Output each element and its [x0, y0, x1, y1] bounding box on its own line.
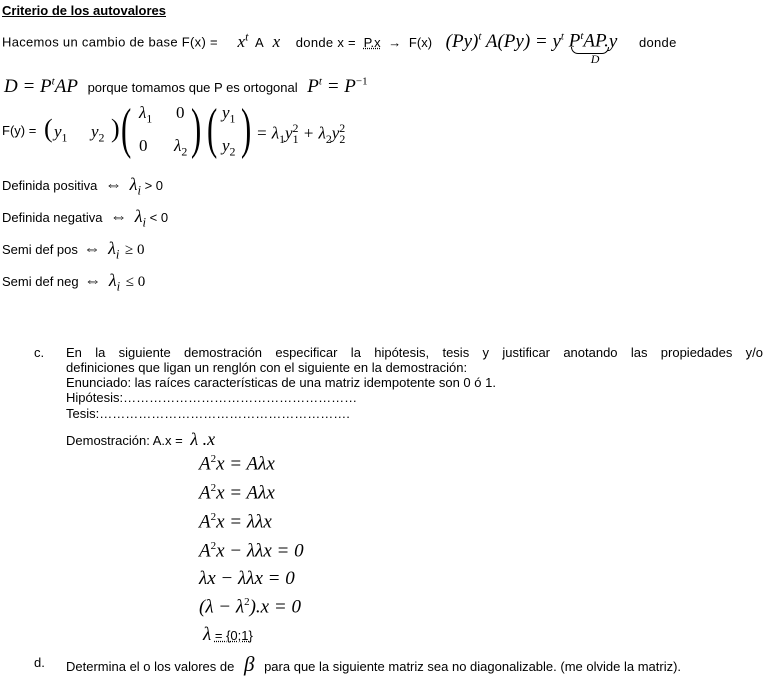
underbrace-d: D [590, 52, 600, 67]
criterion-row [2, 174, 163, 199]
criterion-label: Definida positiva [2, 178, 98, 193]
fy-label: F(y) = [2, 123, 37, 138]
arrow-icon: → [388, 34, 402, 50]
matrix-zero-21: 0 [139, 136, 148, 155]
section-title: Criterio de los autovalores [2, 3, 166, 18]
row-vector-close-paren: ) [111, 114, 120, 143]
proof-last-line [203, 624, 253, 647]
item-c-line2: definiciones que ligan un renglón con el siguiente en la demostración: [66, 360, 468, 375]
iff-icon: ⇔ [105, 175, 123, 194]
proof-solution-set: = {0;1} [214, 628, 253, 643]
criterion-condition: < 0 [149, 210, 169, 225]
donde-label-2: donde [638, 34, 677, 50]
change-of-basis-text: Hacemos un cambio de base F(x) = [2, 34, 218, 50]
matrix-lambda2: $\lambda_2$ [174, 136, 188, 159]
quadratic-result: = $\lambda_1y_1^2 + \lambda_2y_2^2$ [256, 121, 346, 147]
col-y1: $y_1$ [222, 103, 236, 126]
row-vector-open-paren: ( [44, 114, 53, 143]
col-vector-open-paren: ( [207, 98, 218, 160]
item-d-marker: d. [34, 655, 45, 670]
proof-lambda: λ [203, 624, 212, 645]
demo-lambda-x: λ .x [190, 429, 216, 449]
lambda-i: $\lambda_i$ [108, 238, 120, 262]
donde-label: donde x = [295, 34, 356, 50]
criterion-label: Semi def neg [2, 274, 79, 289]
matrix-open-paren: ( [121, 98, 132, 160]
col-y2: $y_2$ [222, 136, 236, 159]
lambda-i: $\lambda_i$ [108, 270, 121, 294]
hipotesis-field: Hipótesis:……………………………………………… [66, 390, 358, 405]
lambda-i: $\lambda_i$ [134, 206, 147, 230]
item-c-marker: c. [34, 345, 45, 360]
fx-label: F(x) [408, 34, 433, 50]
matrix-zero-12: 0 [176, 103, 185, 122]
proof-line: λx − λλx = 0 [199, 568, 295, 589]
matrix-close-paren: ) [191, 98, 202, 160]
x-transpose: $x^t$ [237, 29, 249, 51]
row-y1: $y_1$ [54, 122, 68, 145]
d-equation: $D = P^tAP$ [4, 76, 78, 98]
criterion-label: Definida negativa [2, 210, 103, 225]
orthogonal-equation: $P^t = P^{-1}$ [307, 76, 368, 98]
proof-line: $(\lambda - \lambda^2).x = 0$ [199, 596, 301, 618]
proof-line: $A^2x - \lambda\lambda x = 0$ [199, 540, 304, 562]
demostracion-label: Demostración: A.x = [66, 433, 183, 448]
diagonal-definition-line [4, 76, 368, 99]
criterion-condition: ≥ 0 [125, 242, 145, 258]
item-d-text1: Determina el o los valores de [66, 659, 235, 674]
tesis-field: Tesis:…………………………………………………. [66, 406, 350, 421]
quadratic-form-expr: $(Py)^t$ $A(Py) = y^t$ $P^tAP$. D y [445, 30, 618, 67]
criterion-row [2, 206, 168, 231]
row-y2: $y_2$ [91, 122, 105, 145]
col-vector-close-paren: ) [241, 98, 252, 160]
criterion-condition: ≤ 0 [125, 274, 146, 290]
enunciado-text: Enunciado: las raíces características de una matriz idempotente son 0 ó 1. [66, 375, 496, 390]
beta-symbol: β [243, 652, 255, 676]
proof-line: $A^2x = A\lambda x$ [199, 453, 275, 475]
iff-icon: ⇔ [84, 271, 102, 290]
iff-icon: ⇔ [110, 207, 128, 226]
lambda-i: $\lambda_i$ [129, 174, 141, 198]
orthogonal-note: porque tomamos que P es ortogonal [87, 80, 298, 96]
criterion-label: Semi def pos [2, 242, 78, 257]
matrix-lambda1: $\lambda_1$ [139, 103, 153, 126]
item-d-line [66, 652, 681, 677]
criterion-condition: > 0 [144, 178, 163, 193]
criterion-row [2, 238, 145, 263]
matrix-a: A [255, 34, 263, 50]
proof-line: $A^2x = \lambda\lambda x$ [199, 511, 272, 533]
item-c-line1: En la siguiente demostración especificar la hipótesis, tesis y justificar anotando las propiedades y/o [66, 345, 763, 360]
x-vector: x [272, 31, 281, 51]
iff-icon: ⇔ [83, 239, 101, 258]
change-of-basis-line [2, 29, 677, 67]
demostracion-line [66, 429, 215, 451]
item-d-text2: para que la siguiente matriz sea no diagonalizable. (me olvide la matriz). [264, 659, 682, 674]
criterion-row [2, 270, 145, 295]
px-expression: P.x [363, 34, 381, 50]
proof-line: $A^2x = A\lambda x$ [199, 482, 275, 504]
